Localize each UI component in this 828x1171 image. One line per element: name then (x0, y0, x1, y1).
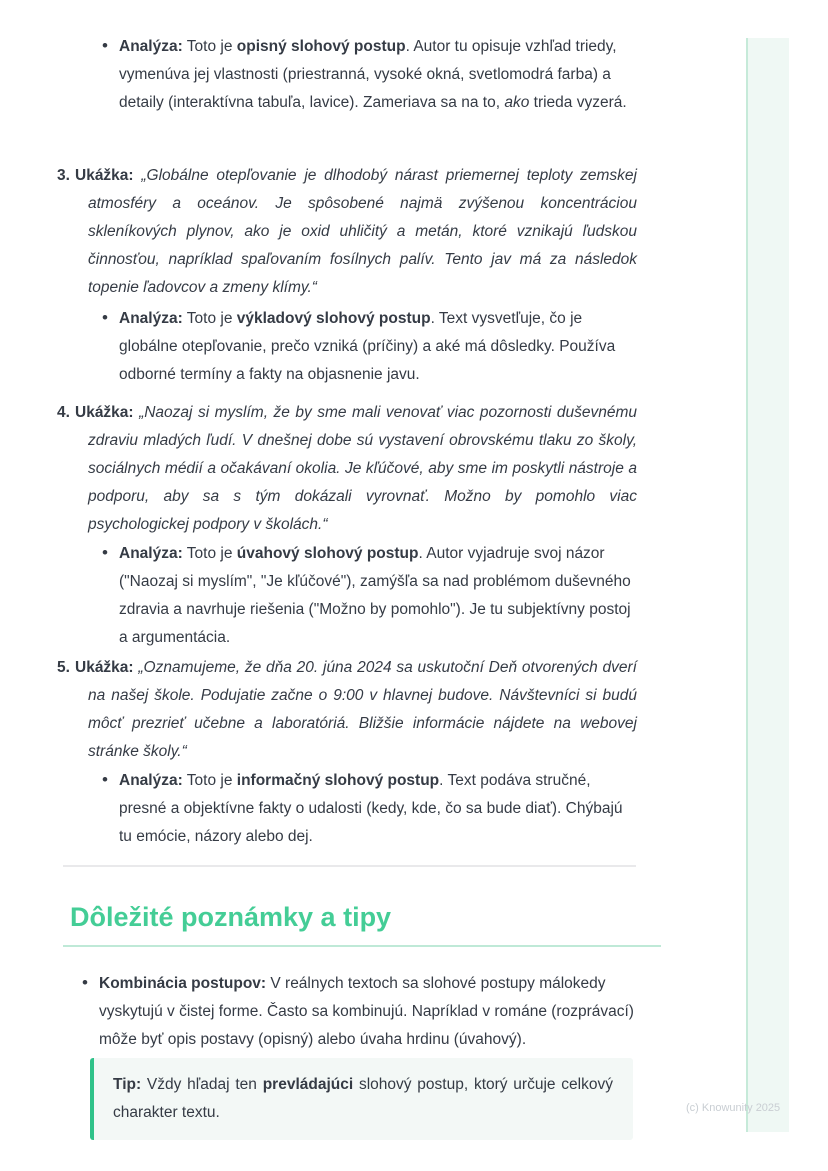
list-number: 4. (57, 404, 70, 421)
bullet-icon: • (102, 770, 108, 789)
example-quote: Ukážka: „Oznamujeme, že dňa 20. júna 2024 sa uskutoční Deň otvorených dverí na našej škole. Podujatie začne o 9:00 v hlavnej budove. Návštevníci si budú môcť prezrieť učebne a laboratóriá. Bližšie informácie nájdete na webovej stránke školy.“ (75, 659, 637, 760)
analysis-bullet-intro (102, 33, 637, 117)
analysis-bullet-5 (102, 767, 637, 851)
example-item-4 (57, 399, 637, 539)
list-number: 5. (57, 659, 70, 676)
bullet-icon: • (82, 973, 88, 992)
analysis-text: Analýza: Toto je úvahový slohový postup. Autor vyjadruje svoj názor ("Naozaj si myslím", "Je kľúčové"), zamýšľa sa nad problémom duševného zdravia a navrhuje riešenia ("Možno by pomohlo"). Je tu subjektívny postoj a argumentácia. (119, 545, 631, 646)
notes-text: Kombinácia postupov: V reálnych textoch sa slohové postupy málokedy vyskytujú v čistej forme. Často sa kombinujú. Napríklad v románe (rozprávací) môže byť opis postavy (opisný) alebo úvaha hrdinu (úvahový). (99, 975, 634, 1048)
analysis-bullet-4 (102, 540, 637, 652)
section-divider (63, 865, 636, 867)
tip-callout (90, 1058, 633, 1140)
section-title-underline (63, 945, 661, 947)
example-item-5 (57, 654, 637, 766)
notes-bullet (82, 970, 637, 1054)
analysis-bullet-3 (102, 305, 637, 389)
bullet-icon: • (102, 36, 108, 55)
analysis-text: Analýza: Toto je výkladový slohový postup. Text vysvetľuje, čo je globálne otepľovanie, prečo vzniká (príčiny) a aké má dôsledky. Používa odborné termíny a fakty na objasnenie javu. (119, 310, 616, 383)
example-quote: Ukážka: „Naozaj si myslím, že by sme mali venovať viac pozornosti duševnému zdraviu mladých ľudí. V dnešnej dobe sú vystavení obrovskému tlaku zo školy, sociálnych médií a očakávaní okolia. Je kľúčové, aby sme im poskytli nástroje a podporu, aby sa s tým dokázali vyrovnať. Možno by pomohlo viac psychologickej podpory v školách.“ (75, 404, 637, 533)
tip-text: Tip: Vždy hľadaj ten prevládajúci slohový postup, ktorý určuje celkový charakter textu. (113, 1076, 613, 1121)
bullet-icon: • (102, 543, 108, 562)
analysis-text: Analýza: Toto je informačný slohový postup. Text podáva stručné, presné a objektívne fakty o udalosti (kedy, kde, čo sa bude diať). Chýbajú tu emócie, názory alebo dej. (119, 772, 623, 845)
watermark: (c) Knowunity 2025 (686, 1102, 781, 1114)
example-item-3 (57, 162, 637, 302)
list-number: 3. (57, 167, 70, 184)
analysis-text: Analýza: Toto je opisný slohový postup. Autor tu opisuje vzhľad triedy, vymenúva jej vlastnosti (priestranná, vysoké okná, svetlomodrá farba) a detaily (interaktívna tabuľa, lavice). Zameriava sa na to, ako trieda vyzerá. (119, 38, 627, 111)
right-accent-band (746, 38, 789, 1132)
section-title: Dôležité poznámky a tipy (70, 902, 392, 932)
example-quote: Ukážka: „Globálne otepľovanie je dlhodobý nárast priemernej teploty zemskej atmosféry a oceánov. Je spôsobené najmä zvýšenou koncentráciou skleníkových plynov, ako je oxid uhličitý a metán, ktoré vznikajú ľudskou činnosťou, napríklad spaľovaním fosílnych palív. Tento jav má za následok topenie ľadovcov a zmeny klímy.“ (75, 167, 637, 296)
bullet-icon: • (102, 308, 108, 327)
